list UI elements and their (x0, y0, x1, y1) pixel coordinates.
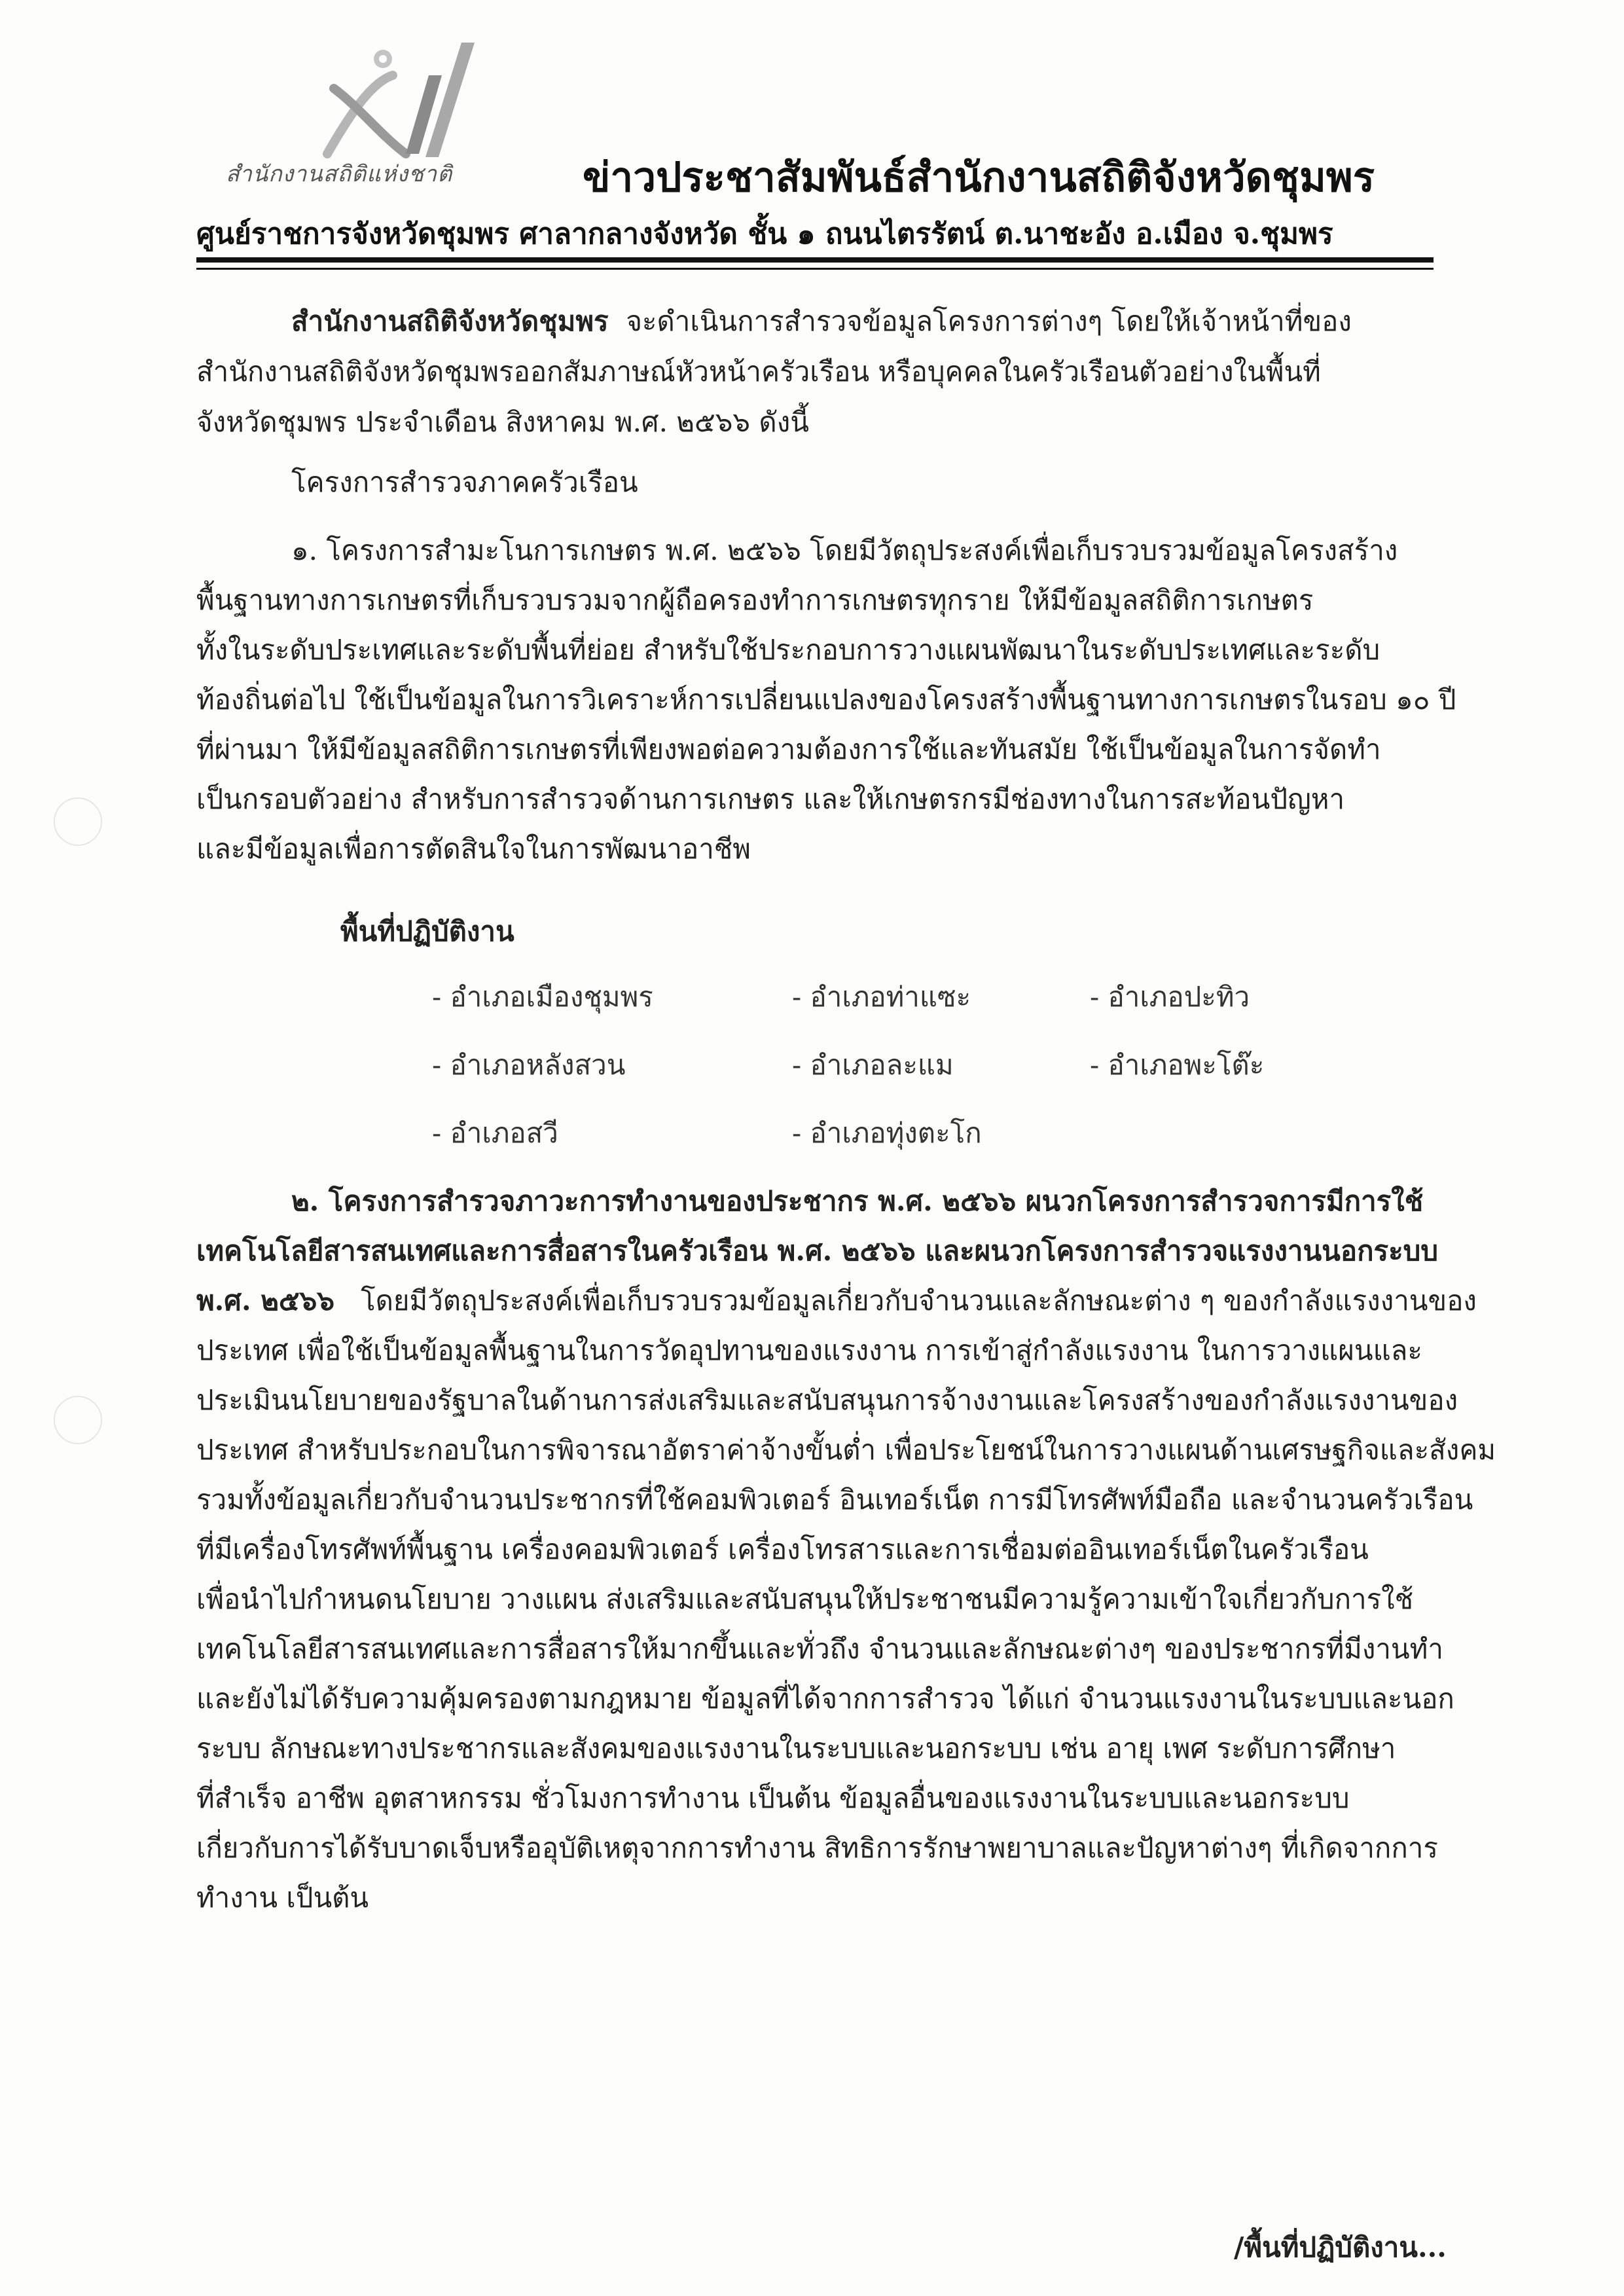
project1-line: ท้องถิ่นต่อไป ใช้เป็นข้อมูลในการวิเคราะห์การเปลี่ยนแปลงของโครงสร้างพื้นฐานทางการเกษตรในรอบ ๑๐ ปี (196, 683, 1456, 716)
district-item: - อำเภอเมืองชุมพร (432, 981, 653, 1013)
project2-line: ประเมินนโยบายของรัฐบาลในด้านการส่งเสริมและสนับสนุนการจ้างงานและโครงสร้างของกำลังแรงงานของ (196, 1384, 1458, 1416)
project2-line: เพื่อนำไปกำหนดนโยบาย วางแผน ส่งเสริมและสนับสนุนให้ประชาชนมีความรู้ความเข้าใจเกี่ยวกับการใช้ (196, 1583, 1414, 1615)
district-item: - อำเภอปะทิว (1090, 981, 1250, 1013)
project2-year: พ.ศ. ๒๕๖๖ (196, 1285, 335, 1317)
project1-line: และมีข้อมูลเพื่อการตัดสินใจในการพัฒนาอาชีพ (196, 833, 751, 865)
section-heading: โครงการสำรวจภาคครัวเรือน (291, 466, 638, 498)
district-item: - อำเภอหลังสวน (432, 1049, 626, 1081)
header-rule-thin (196, 268, 1434, 270)
district-item: - อำเภอสวี (432, 1117, 558, 1149)
district-item: - อำเภอท่าแซะ (792, 981, 971, 1013)
intro-line-1 (291, 300, 1352, 343)
project2-line: ประเทศ เพื่อใช้เป็นข้อมูลพื้นฐานในการวัดอุปทานของแรงงาน การเข้าสู่กำลังแรงงาน ในการวางแผนและ (196, 1334, 1422, 1366)
punch-hole (54, 797, 102, 846)
project2-bold-line: เทคโนโลยีสารสนเทศและการสื่อสารในครัวเรือน พ.ศ. ๒๕๖๖ และผนวกโครงการสำรวจแรงงานนอกระบบ (196, 1235, 1438, 1267)
project2-line: ที่มีเครื่องโทรศัพท์พื้นฐาน เครื่องคอมพิวเตอร์ เครื่องโทรสารและการเชื่อมต่ออินเทอร์เน็ตในครัวเรือน (196, 1533, 1369, 1565)
intro-line-3: จังหวัดชุมพร ประจำเดือน สิงหาคม พ.ศ. ๒๕๖๖ ดังนี้ (196, 406, 809, 438)
project2-line: เทคโนโลยีสารสนเทศและการสื่อสารให้มากขึ้นและทั่วถึง จำนวนและลักษณะต่างๆ ของประชากรที่มีงานทำ (196, 1633, 1443, 1665)
project2-line: ทำงาน เป็นต้น (196, 1882, 369, 1914)
project1-line: ทั้งในระดับประเทศและระดับพื้นที่ย่อย สำหรับใช้ประกอบการวางแผนพัฒนาในระดับประเทศและระดับ (196, 634, 1380, 666)
header-rule-thick (196, 257, 1434, 263)
project1-line: ๑. โครงการสำมะโนการเกษตร พ.ศ. ๒๕๖๖ โดยมีวัตถุประสงค์เพื่อเก็บรวบรวมข้อมูลโครงสร้าง (291, 534, 1398, 566)
project2-line: ประเทศ สำหรับประกอบในการพิจารณาอัตราค่าจ้างขั้นต่ำ เพื่อประโยชน์ในการวางแผนด้านเศรษฐกิจและสังคม (196, 1434, 1496, 1466)
intro-line-1-rest: จะดำเนินการสำรวจข้อมูลโครงการต่างๆ โดยให้เจ้าหน้าที่ของ (626, 305, 1352, 337)
project2-line: รวมทั้งข้อมูลเกี่ยวกับจำนวนประชากรที่ใช้คอมพิวเตอร์ อินเทอร์เน็ต การมีโทรศัพท์มือถือ และจำนวนครัวเรือน (196, 1484, 1473, 1516)
project1-line: ที่ผ่านมา ให้มีข้อมูลสถิติการเกษตรที่เพียงพอต่อความต้องการใช้และทันสมัย ใช้เป็นข้อมูลในการจัดทำ (196, 733, 1381, 765)
area-heading: พื้นที่ปฏิบัติงาน (340, 915, 514, 947)
project2-bold-line: ๒. โครงการสำรวจภาวะการทำงานของประชากร พ.ศ. ๒๕๖๖ ผนวกโครงการสำรวจการมีการใช้ (291, 1185, 1424, 1217)
district-item: - อำเภอพะโต๊ะ (1090, 1049, 1265, 1081)
intro-line-2: สำนักงานสถิติจังหวัดชุมพรออกสัมภาษณ์หัวหน้าครัวเรือน หรือบุคคลในครัวเรือนตัวอย่างในพื้นที่ (196, 355, 1321, 388)
project1-line: เป็นกรอบตัวอย่าง สำหรับการสำรวจด้านการเกษตร และให้เกษตรกรมีช่องทางในการสะท้อนปัญหา (196, 783, 1345, 815)
intro-lead: สำนักงานสถิติจังหวัดชุมพร (291, 305, 609, 337)
project1-line: พื้นฐานทางการเกษตรที่เก็บรวบรวมจากผู้ถือครองทำการเกษตรทุกราย ให้มีข้อมูลสถิติการเกษตร (196, 584, 1314, 616)
punch-hole (54, 1396, 102, 1444)
project2-line: ที่สำเร็จ อาชีพ อุตสาหกรรม ชั่วโมงการทำงาน เป็นต้น ข้อมูลอื่นของแรงงานในระบบและนอกระบบ (196, 1782, 1350, 1814)
project2-line-3 (196, 1279, 1477, 1322)
project2-line: ระบบ ลักษณะทางประชากรและสังคมของแรงงานในระบบและนอกระบบ เช่น อายุ เพศ ระดับการศึกษา (196, 1732, 1396, 1764)
district-item: - อำเภอละแม (792, 1049, 954, 1081)
nso-logo (314, 29, 478, 164)
footer-continue: /พื้นที่ปฏิบัติงาน... (1234, 2231, 1447, 2263)
news-title: ข่าวประชาสัมพันธ์สำนักงานสถิติจังหวัดชุมพร (583, 153, 1375, 201)
project2-line-3-rest: โดยมีวัตถุประสงค์เพื่อเก็บรวบรวมข้อมูลเกี่ยวกับจำนวนและลักษณะต่าง ๆ ของกำลังแรงงานของ (361, 1285, 1477, 1317)
project2-line: และยังไม่ได้รับความคุ้มครองตามกฎหมาย ข้อมูลที่ได้จากการสำรวจ ได้แก่ จำนวนแรงงานในระบบและนอก (196, 1683, 1454, 1715)
org-name: สำนักงานสถิติแห่งชาติ (226, 161, 453, 187)
project2-line: เกี่ยวกับการได้รับบาดเจ็บหรืออุบัติเหตุจากการทำงาน สิทธิการรักษาพยาบาลและปัญหาต่างๆ ที่เกิดจากการ (196, 1832, 1438, 1864)
address-line: ศูนย์ราชการจังหวัดชุมพร ศาลากลางจังหวัด ชั้น ๑ ถนนไตรรัตน์ ต.นาชะอัง อ.เมือง จ.ชุมพร (196, 217, 1333, 251)
district-item: - อำเภอทุ่งตะโก (792, 1117, 982, 1149)
